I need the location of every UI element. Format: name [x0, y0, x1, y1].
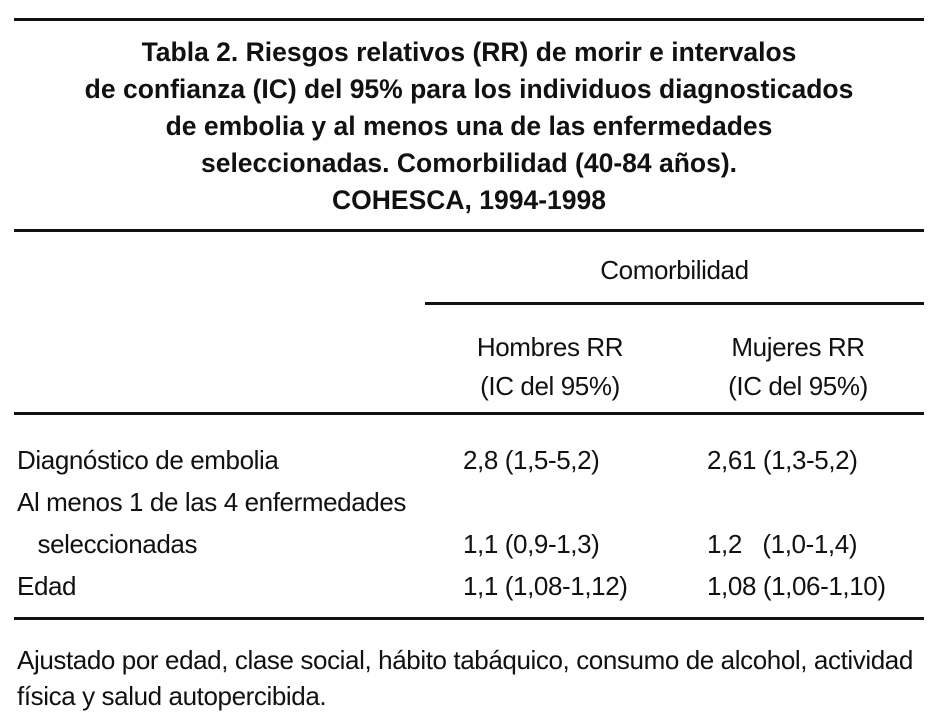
row-label: Al menos 1 de las 4 enfermedades	[17, 487, 406, 517]
column-header-sublabel: (IC del 95%)	[728, 371, 868, 401]
table-title	[14, 34, 924, 219]
cell-hombres: 1,1 (1,08-1,12)	[463, 571, 628, 601]
title-line: Tabla 2. Riesgos relativos (RR) de morir e intervalos	[141, 37, 797, 67]
column-header-sublabel: (IC del 95%)	[480, 371, 620, 401]
cell-mujeres: 1,2 (1,0-1,4)	[707, 529, 858, 559]
group-header-rule	[425, 302, 924, 305]
column-header-mujeres	[688, 328, 908, 406]
title-rule	[14, 229, 924, 232]
header-rule	[14, 412, 924, 415]
row-label: seleccionadas	[17, 529, 198, 559]
title-line: seleccionadas. Comorbilidad (40-84 años).	[200, 148, 738, 178]
column-header-label: Hombres RR	[476, 332, 624, 362]
table-footnote: Ajustado por edad, clase social, hábito tabáquico, consumo de alcohol, actividad física y salud autopercibida.	[17, 645, 913, 711]
body-rule	[14, 617, 924, 620]
column-header-hombres	[440, 328, 660, 406]
comorbidity-group-header: Comorbilidad	[600, 255, 749, 285]
cell-hombres: 1,1 (0,9-1,3)	[463, 529, 600, 559]
row-label: Diagnóstico de embolia	[17, 445, 279, 475]
cell-mujeres: 1,08 (1,06-1,10)	[707, 571, 886, 601]
cell-mujeres: 2,61 (1,3-5,2)	[707, 445, 858, 475]
title-line: COHESCA, 1994-1998	[332, 185, 606, 215]
title-line: de embolia y al menos una de las enfermedades	[165, 111, 773, 141]
cell-hombres: 2,8 (1,5-5,2)	[463, 445, 600, 475]
title-line: de confianza (IC) del 95% para los individuos diagnosticados	[84, 74, 854, 104]
column-header-label: Mujeres RR	[731, 332, 865, 362]
row-label: Edad	[17, 571, 77, 601]
top-rule	[14, 18, 924, 21]
